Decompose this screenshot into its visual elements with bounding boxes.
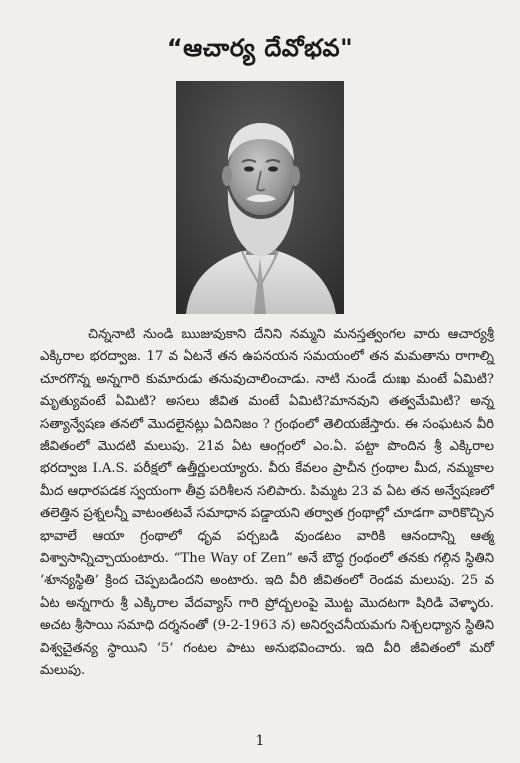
body-text: [40, 324, 494, 683]
portrait-photo: [176, 81, 344, 314]
page-number: 1: [255, 733, 265, 749]
paragraph: చిన్ననాటి నుండి ఋజువుకాని దేనిని నమ్మని మనస్తత్వంగల వారు ఆచార్యశ్రీ ఎక్కిరాల భరద్వాజ. 17 వ ఏటనే తన ఉపనయన సమయంలో తన మమతాను రాగాల్ని చూరగొన్న అన్నగారి కుమారుడు తనువుచాలించాడు. నాటి నుండే దుఃఖ మంటే ఏమిటి? మృత్యువంటే ఏమిటి? అసలు జీవిత మంటే ఏమిటి?మానవుని తత్వమేమిటి? అన్న సత్యాన్వేషణ తనలో మొదలైనట్లు ఏదినిజం ? గ్రంథంలో తెలియజేస్తారు. ఈ సంఘటన వీరి జీవితంలో మొదటి మలుపు. 21వ ఏట ఆంగ్లంలో ఎం.ఏ. పట్టా పొందిన శ్రీ ఎక్కిరాల భరద్వాజ I.A.S. పరీక్షలో ఉత్తీర్ణులయ్యారు. వీరు కేవలం ప్రాచీన గ్రంథాల మీద, నమ్మకాల మీద ఆధారపడక స్వయంగా తీవ్ర పరిశీలన సలిపారు. పిమ్మట 23 వ ఏట తన అన్వేషణలో తలెత్తిన ప్రశ్నలన్నీ వాటంతటవే సమాధాన పడ్డాయని తర్వాత గ్రంథాల్లో చూడగా వారికొచ్చిన భావాలే ఆయా గ్రంథాలో ధృవ పర్చబడి వుండటం వారికి ఆనందాన్ని ఆత్మ విశ్వాసాన్నిచ్చాయంటారు. “The Way of Zen” అనే బౌద్ధ గ్రంథంలో తనకు గల్గిన స్థితిని ‘శూన్యస్థితి’ క్రింద చెప్పబడిందని అంటారు. ఇది వీరి జీవితంలో రెండవ మలుపు. 25 వ ఏట అన్నగారు శ్రీ ఎక్కిరాల వేదవ్యాస్ గారి ప్రోద్బలంపై మొట్ట మొదటగా షిరిడి వెళ్ళారు. అచట శ్రీసాయి సమాధి దర్శనంతో (9-2-1963 న) అనిర్వచనీయమగు నిశ్చలధ్యాన స్థితిని విశ్వచైతన్య స్థాయిని ‘5’ గంటల పాటు అనుభవించారు. ఇది వీరి జీవితంలో మరో మలుపు.: [40, 327, 494, 679]
page-title: “ఆచార్య దేవోభవ": [166, 34, 354, 62]
